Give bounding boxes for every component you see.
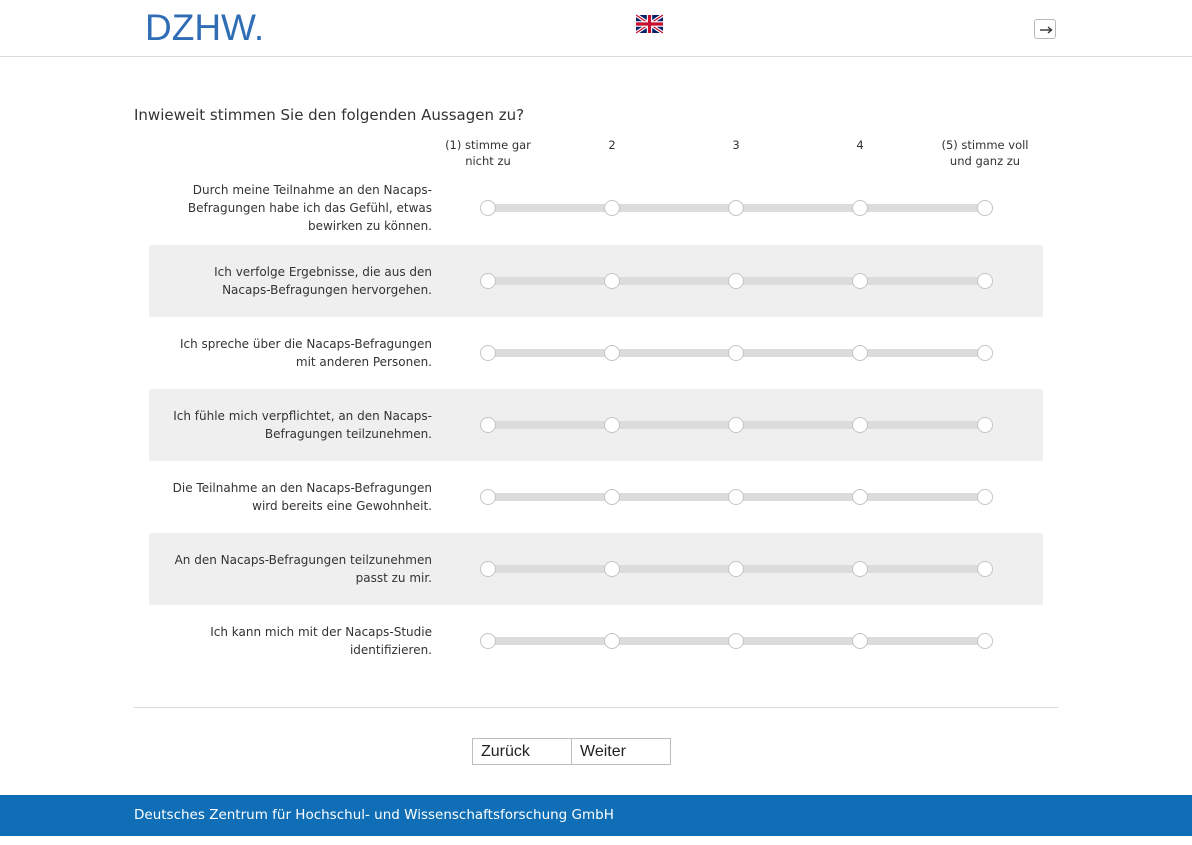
- scale-label-2: 2: [608, 138, 616, 152]
- matrix-row: [149, 245, 1043, 317]
- radio-option-4[interactable]: [852, 489, 868, 505]
- row-label: An den Nacaps-Befragungen teilzunehmen passt zu mir.: [174, 553, 432, 585]
- radio-option-4[interactable]: [852, 200, 868, 216]
- radio-option-5[interactable]: [977, 200, 993, 216]
- radio-option-1[interactable]: [480, 273, 496, 289]
- radio-option-1[interactable]: [480, 489, 496, 505]
- radio-option-4[interactable]: [852, 633, 868, 649]
- radio-option-1[interactable]: [480, 561, 496, 577]
- back-button[interactable]: Zurück: [472, 738, 572, 765]
- row-label: Ich spreche über die Nacaps-Befragungen mit anderen Personen.: [180, 337, 432, 369]
- radio-option-5[interactable]: [977, 489, 993, 505]
- radio-option-5[interactable]: [977, 273, 993, 289]
- footer: [0, 795, 1192, 836]
- next-button[interactable]: Weiter: [572, 738, 671, 765]
- radio-option-3[interactable]: [728, 273, 744, 289]
- header: [0, 0, 1192, 57]
- radio-option-4[interactable]: [852, 345, 868, 361]
- radio-option-5[interactable]: [977, 345, 993, 361]
- radio-option-4[interactable]: [852, 561, 868, 577]
- radio-option-1[interactable]: [480, 417, 496, 433]
- logout-button[interactable]: [1034, 19, 1056, 39]
- radio-option-2[interactable]: [604, 561, 620, 577]
- radio-option-3[interactable]: [728, 489, 744, 505]
- radio-option-5[interactable]: [977, 417, 993, 433]
- question-title: Inwieweit stimmen Sie den folgenden Aussagen zu?: [134, 106, 525, 124]
- row-label: Durch meine Teilnahme an den Nacaps-Befragungen habe ich das Gefühl, etwas bewirken zu können.: [187, 183, 432, 233]
- row-label: Ich fühle mich verpflichtet, an den Nacaps-Befragungen teilzunehmen.: [173, 409, 432, 441]
- divider: [134, 707, 1058, 708]
- navigation: [472, 738, 671, 765]
- radio-option-1[interactable]: [480, 633, 496, 649]
- matrix-row: [149, 533, 1043, 605]
- scale-label-3: 3: [732, 138, 740, 152]
- matrix-row: [149, 461, 1043, 533]
- radio-option-5[interactable]: [977, 633, 993, 649]
- matrix-row: [149, 172, 1043, 244]
- radio-option-3[interactable]: [728, 345, 744, 361]
- radio-option-2[interactable]: [604, 633, 620, 649]
- scale-label-5: (5) stimme voll und ganz zu: [941, 138, 1029, 168]
- row-label: Die Teilnahme an den Nacaps-Befragungen wird bereits eine Gewohnheit.: [172, 481, 432, 513]
- radio-option-5[interactable]: [977, 561, 993, 577]
- radio-option-3[interactable]: [728, 633, 744, 649]
- radio-option-4[interactable]: [852, 417, 868, 433]
- row-label: Ich kann mich mit der Nacaps-Studie identifizieren.: [210, 625, 432, 657]
- scale-label-1: (1) stimme gar nicht zu: [445, 138, 531, 168]
- radio-option-2[interactable]: [604, 345, 620, 361]
- dzhw-logo: DZHW.: [145, 7, 265, 48]
- radio-option-3[interactable]: [728, 200, 744, 216]
- radio-option-2[interactable]: [604, 489, 620, 505]
- matrix-row: [149, 317, 1043, 389]
- radio-option-2[interactable]: [604, 273, 620, 289]
- logout-icon: [1038, 24, 1054, 36]
- radio-option-3[interactable]: [728, 561, 744, 577]
- radio-option-1[interactable]: [480, 200, 496, 216]
- radio-option-1[interactable]: [480, 345, 496, 361]
- radio-option-4[interactable]: [852, 273, 868, 289]
- radio-option-2[interactable]: [604, 200, 620, 216]
- uk-flag-icon[interactable]: [636, 14, 663, 34]
- row-label: Ich verfolge Ergebnisse, die aus den Nacaps-Befragungen hervorgehen.: [214, 265, 432, 297]
- radio-option-2[interactable]: [604, 417, 620, 433]
- scale-label-4: 4: [856, 138, 864, 152]
- matrix-row: [149, 605, 1043, 677]
- footer-text: Deutsches Zentrum für Hochschul- und Wissenschaftsforschung GmbH: [134, 807, 614, 823]
- radio-option-3[interactable]: [728, 417, 744, 433]
- matrix-row: [149, 389, 1043, 461]
